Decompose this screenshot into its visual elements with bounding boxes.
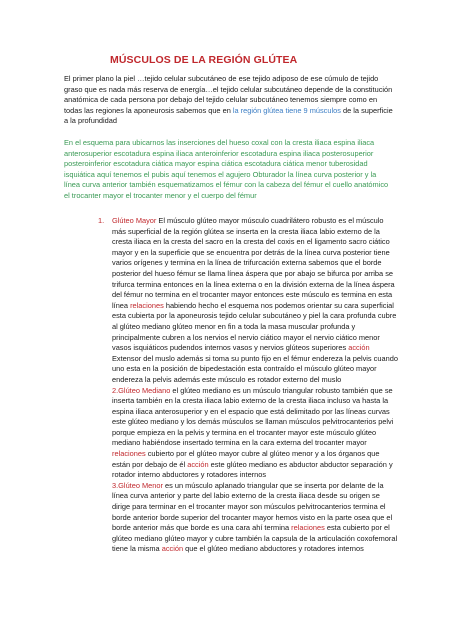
accion-word: acción [348,343,370,353]
relaciones-word: relaciones [130,300,164,310]
muscle-list [98,216,398,555]
item-text: el glúteo mediano es un músculo triangular robusto también que se inserta también en la cresta iliaca labio externo de la cresta iliaca incluso va hasta la espina iliaca anterosuperior y en el espacio que está delimitado por las líneas curvas este glúteo mediano y los demás músculos se llaman músculos pelvitrocanterios pelvi porque empieza en la pelvis y termina en el trocanter mayor este músculo glúteo mediano habiéndose insertado termina en la cara externa del trocanter mayor [112,385,394,448]
item-text: Extensor del muslo además si toma su punto fijo en el fémur endereza la pelvis cuando uno esta en la posición de bipedestación esta contraído el músculo glúteo mayor endereza la pelvis además este músculo es rotador externo del muslo [112,353,398,384]
item-text: este glúteo mediano es abductor abductor separación y rotador interno abductores y rotadores internos [112,459,393,480]
intro-tail: de la superficie a la profundidad [64,105,393,126]
item-number: 3. [112,480,119,490]
item-label: Glúteo Mayor [112,216,157,225]
item-text: esta cubierto por el glúteo mediano glúteo mayor y cubre también la capsula de la articulación coxofemoral tiene la misma [112,523,398,554]
relaciones-word: relaciones [291,523,325,533]
intro-highlight: la región glútea tiene 9 músculos [232,105,341,115]
item-text: que el glúteo mediano abductores y rotadores internos [183,544,364,554]
item-text: cubierto por el glúteo mayor cubre al glúteo menor y a los órganos que están por debajo de él [112,449,380,469]
accion-word: acción [187,459,209,469]
intro-text: El primer plano la piel …tejido celular subcutáneo de ese tejido adiposo de ese cúmulo de tejido graso que es nada más reserva de energía…el tejido celular subcutáneo depende de la constitución anatómica de cada persona por debajo del tejido celular subcutáneo tenemos siempre como en todas las regiones la aponeurosis sabemos que en [64,74,393,115]
list-item [112,481,398,555]
intro-paragraph [64,74,394,127]
list-item [98,216,398,386]
item-label: Glúteo Menor [118,480,163,490]
item-number: 2. [112,385,119,395]
item-text: es un músculo aplanado triangular que se inserta por delante de la línea curva anterior y parte del labio externo de la cresta iliaca desde su origen se dirige para terminar en el trocanter mayor son músculos pelvitrocanterios termina el borde anterior borde superior del trocanter mayor hemos visto en la parte osea que el borde anterior más que borde es una cara ahí termina [112,480,393,533]
item-label: Glúteo Mediano [118,385,171,395]
relaciones-word: relaciones [112,449,146,459]
page-title: MÚSCULOS DE LA REGIÓN GLÚTEA [110,54,298,66]
item-text: El músculo glúteo mayor músculo cuadrilátero robusto es el músculo más superficial de la región glútea se inserta en la cresta iliaca labio externo de la cresta iliaca en la cresta del sacro en la cresta del coxis en el ligamento sacro ciático mayor y en la superficie que se encuentra por detrás de la línea curva posterior tiene varios orígenes y termina en la línea de trifurcación externa sabemos que el borde posterior del hueso fémur se llama línea áspera que por abajo se bifurca por arriba se trifurca termina entonces en la línea externa o en la división externa de la línea áspera del fémur no termina en el trocanter mayor entonces este músculo es termina en esta línea [112,216,395,310]
item-text: habiendo hecho el esquema nos podemos orientar su cara superficial esta cubierta por la aponeurosis tejido celular subcutáneo y piel la cara profunda cubre al glúteo mediano glúteo menor en fin a toda la masa muscular profunda y principalmente cubren a los nervios el nervio ciático mayor el nervio ciático menor vasos isquiáticos pudendos internos vasos y nervios glúteos superiores [112,300,397,353]
item-number: 1. [98,216,105,225]
list-item [112,386,398,481]
accion-word: acción [161,544,184,554]
scheme-paragraph: En el esquema para ubicarnos las inserciones del hueso coxal con la cresta iliaca espina iliaca anterosuperior escotadura espina iliaca anteroinferior escotadura espina iliaca posterosuperior posteroinferior escotadura ciática mayor espina ciática escotadura ciática menor tuberosidad isquiática aquí tenemos el pubis aquí tenemos el agujero Obturador la línea curva posterior y la línea curva anterior también esquematizamos el fémur con la cabeza del fémur el cuello anatómico el trocanter mayor el trocanter menor y el cuerpo del fémur [64,138,389,200]
